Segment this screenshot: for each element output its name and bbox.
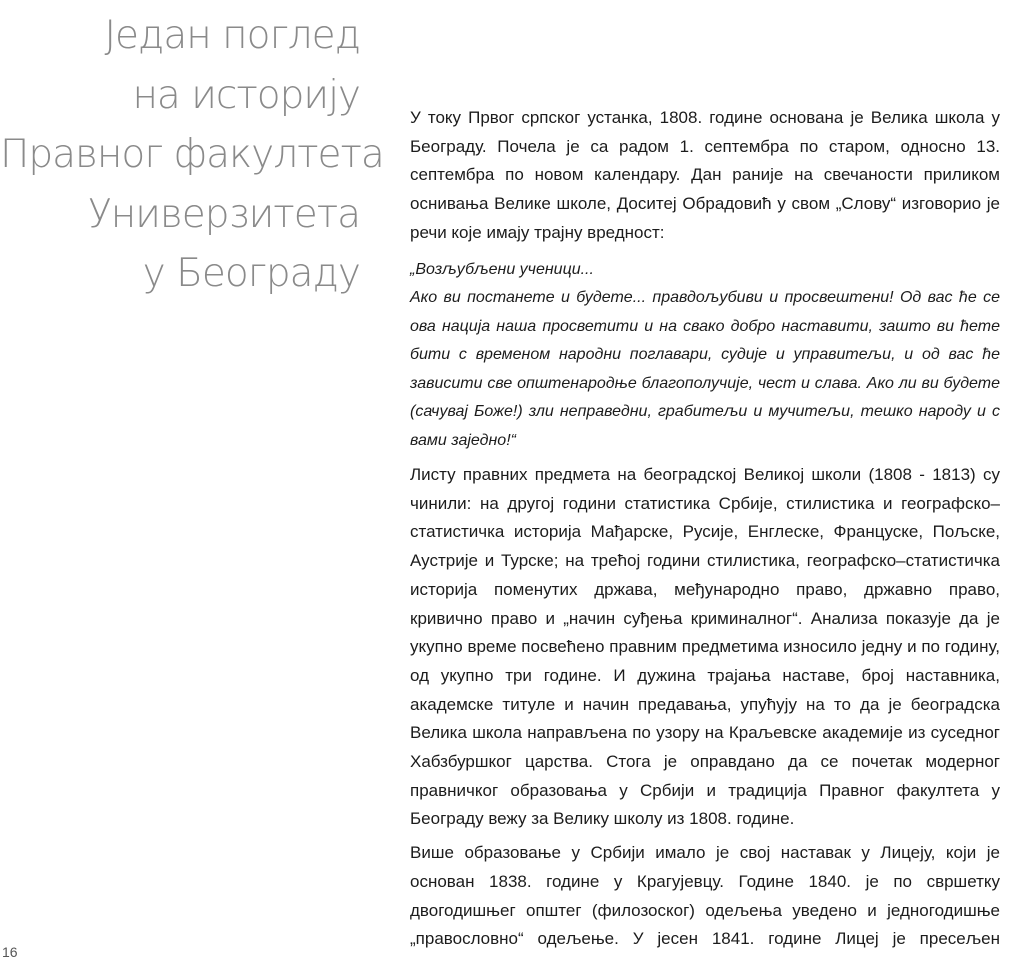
quotation <box>410 256 1000 456</box>
body-text <box>410 104 1000 959</box>
title-line: у Београду <box>142 251 360 296</box>
subjects-paragraph: Листу правних предмета на београдској Великој школи (1808 - 1813) су чинили: на другој години статистика Србије, стилистика и географско–статистичка историја Мађарске, Русије, Енглеске, Француске, Пољске, Аустрије и Турске; на трећој години стилистика, географско–статистичка историја поменутих држава, међународно право, државно право, кривично право и „начин суђења криминалног“. Анализа показује да је укупно време посвећено правним предметима износило једну и по годину, од укупно три године. И дужина трајања наставе, број наставника, академске титуле и начин предавања, упућују на то да је београдска Велика школа направљена по узору на Краљевске академије из суседног Хабзбуршког царства. Стога је оправдано да се почетак модерног правничког образовања у Србији и традиција Правног факултета у Београду вежу за Велику школу из 1808. године. <box>410 465 1000 829</box>
quote-salutation: „Возљубљени ученици... <box>410 260 594 278</box>
page-number: 16 <box>2 944 18 960</box>
quote-body: Ако ви постанете и будете... правдољубиви и просвештени! Од вас ће се ова нација наша просветити и на свако добро наставити, зашто ви ћете бити с временом народни поглавари, судије и управитељи, и од вас ће зависити све општенародње благополучије, чест и слава. Ако ли ви будете (сачувај Боже!) зли неправедни, грабитељи и мучитељи, тешко народу и с вами заједно!“ <box>410 289 1000 449</box>
chapter-title <box>0 6 384 304</box>
title-line: Универзитета <box>87 191 360 237</box>
intro-paragraph: У току Првог српског устанка, 1808. године основана је Велика школа у Београду. Почела је са радом 1. септембра по старом, односно 13. септембра по новом календару. Дан раније на свечаности приликом оснивања Велике школе, Доситеј Обрадовић у свом „Слову“ изговорио је речи које имају трајну вредност: <box>410 108 1000 242</box>
title-line: Правног факултета <box>0 132 384 177</box>
title-line: Један поглед <box>104 13 360 58</box>
title-line: на историју <box>132 72 360 118</box>
lyceum-paragraph: Више образовање у Србији имало је свој наставак у Лицеју, који је основан 1838. године у Крагујевцу. Године 1840. је по свршетку двогодишњег општег (филозоског) одељења уведено и једногодишње „правословно“ одељење. У јесен 1841. године Лицеј је пресељен <box>410 843 1000 949</box>
